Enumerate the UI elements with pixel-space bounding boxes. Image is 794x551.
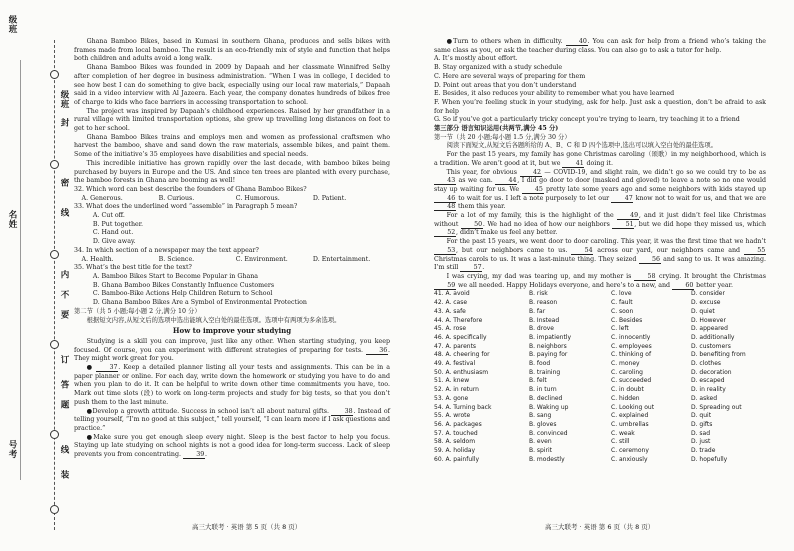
cloze-text: , and it just didn’t feel like Christmas without: [434, 212, 766, 228]
answer-option[interactable]: 42. A. case: [434, 299, 468, 307]
answer-option[interactable]: C. left: [611, 325, 629, 333]
field-label-name: 名姓: [7, 210, 17, 229]
option-b[interactable]: B. Stay organized with a study schedule: [434, 64, 563, 72]
answer-row: [434, 412, 766, 421]
punch-circle-icon: [50, 505, 59, 514]
answer-option[interactable]: B. declined: [529, 394, 563, 402]
blank-40[interactable]: 40: [566, 38, 588, 46]
punch-circle-icon: [50, 250, 59, 259]
binding-label: 订: [59, 355, 69, 365]
cloze-text: as we can.: [456, 177, 496, 185]
blank-56[interactable]: 56: [639, 256, 661, 264]
punch-circle-icon: [50, 430, 59, 439]
section-heading: 第二节（共 5 小题;每小题 2 分,满分 10 分）: [74, 307, 201, 315]
answer-option[interactable]: B. food: [529, 360, 551, 368]
blank-52[interactable]: 52: [434, 229, 456, 237]
answer-option[interactable]: C. ceremony: [611, 447, 649, 455]
answer-row: [434, 317, 766, 326]
answer-option[interactable]: C. umbrellas: [611, 420, 649, 428]
answer-option[interactable]: D. gifts: [691, 420, 713, 428]
answer-option[interactable]: C. Besides: [611, 316, 643, 324]
answer-option[interactable]: B. paying for: [529, 351, 568, 359]
punch-circle-icon: [50, 70, 59, 79]
answer-option[interactable]: 51. A. knew: [434, 377, 470, 385]
answer-option[interactable]: C. love: [611, 290, 632, 298]
cloze-paragraph: [434, 273, 766, 290]
answer-option[interactable]: D. benefiting from: [691, 351, 746, 359]
blank-54[interactable]: 54: [571, 247, 593, 255]
answer-option[interactable]: C. employees: [611, 342, 652, 350]
cloze-text: better year.: [694, 281, 733, 289]
answer-row: [434, 369, 766, 378]
answer-option[interactable]: C. caroling: [611, 368, 643, 376]
cloze-paragraph: [434, 169, 766, 213]
punch-circle-icon: [50, 340, 59, 349]
option-b[interactable]: B. Curious.: [158, 194, 195, 202]
blank-41[interactable]: 41: [562, 160, 584, 168]
option-d[interactable]: D. Patient.: [312, 194, 347, 202]
answer-row: [434, 395, 766, 404]
option-b[interactable]: B. Ghana Bamboo Bikes Constantly Influence Customers: [92, 281, 275, 289]
option-g[interactable]: G. So if you’ve got a particularly tricky concept you’re trying to learn, try teaching it to a friend: [434, 116, 740, 124]
option-c[interactable]: C. Humorous.: [235, 194, 280, 202]
cloze-text: , but our neighbors came to us.: [456, 246, 572, 254]
answer-row: [434, 360, 766, 369]
answer-option[interactable]: D. hopefully: [691, 455, 728, 463]
answer-option[interactable]: 58. A. seldom: [434, 438, 476, 446]
binding-label: 线: [59, 445, 69, 455]
binding-label: 内: [59, 270, 69, 280]
passage-paragraph: ● 37. Keep a detailed planner listing all your tests and assignments. This can be in a paper planner or online. For each day, write down the homework or studying you have to do and when you plan to do it. It can be helpful to write down other time commitments you have, too. Mark out time slots (段) to work on long-term projects and study for big tests, so that you don’t push them to the last minute.: [74, 364, 390, 406]
option-a[interactable]: A. Cut off.: [92, 212, 125, 220]
option-c[interactable]: C. Here are several ways of preparing for them: [434, 72, 586, 80]
answer-option[interactable]: B. modestly: [529, 455, 565, 463]
answer-option[interactable]: B. even: [529, 438, 552, 446]
answer-option[interactable]: D. customers: [691, 342, 731, 350]
option-a[interactable]: A. It’s mostly about effort.: [434, 55, 518, 63]
cloze-text: to wait for us. I left a note purposely to let our: [456, 194, 612, 202]
blank-36[interactable]: 36: [366, 347, 388, 355]
answer-option[interactable]: 52. A. in return: [434, 386, 479, 394]
option-a[interactable]: A. Health.: [81, 255, 114, 263]
answer-option[interactable]: D. decoration: [691, 368, 732, 376]
option-a[interactable]: A. Generous.: [81, 194, 123, 202]
answer-row: [434, 308, 766, 317]
answer-option[interactable]: B. gloves: [529, 420, 557, 428]
answer-option[interactable]: B. far: [529, 307, 546, 315]
option-b[interactable]: B. Science.: [158, 255, 195, 263]
answer-option[interactable]: B. felt: [529, 377, 547, 385]
answer-row: [434, 325, 766, 334]
blank-49[interactable]: 49: [617, 212, 639, 220]
passage-paragraph: Ghana Bamboo Bikes was founded in 2009 by Dapaah and her classmate Winnifred Selby after completion of her degree in business administration. “When I was in college, I decided to see how best I can do something to give back, especially using our local raw materials,” Dapaah said in a video interview with Al Jazeera. Each year, the company donates hundreds of bikes free of charge to kids who face barriers in accessing transportation to school.: [74, 64, 390, 106]
passage-paragraph: This incredible initiative has grown rapidly over the last decade, with bamboo bikes being purchased by buyers in Europe and the US. And since ten trees are planted with every purchase, the bamboo forests in Ghana are booming as well!: [74, 159, 390, 185]
answer-row: [434, 421, 766, 430]
passage-paragraph: Studying is a skill you can improve, just like any other. When starting studying, you keep focused. Of course, you can experiment with different strategies of preparing for tests. 36. They might work great for you.: [74, 337, 390, 363]
answer-option[interactable]: 53. A. gone: [434, 394, 469, 402]
cloze-text: For the past 15 years, we went door to door caroling. This year, it was the first time that we hadn’t: [446, 238, 766, 246]
passage-paragraph: The project was inspired by Dapaah’s childhood experiences. Raised by her grandfather in a rural village with limited transportation options, she grew up travelling long distances on foot to get to her school.: [74, 107, 390, 133]
cloze-text: For the past 15 years, my family has gone Christmas caroling（颂歌）in my neighborhood, which is a tradition. We aren’t good at it, but we: [434, 151, 766, 167]
binding-label: 答: [59, 380, 69, 390]
blank-59[interactable]: 59: [434, 282, 456, 290]
answer-row: [434, 343, 766, 352]
option-c[interactable]: C. Environment.: [235, 255, 288, 263]
answer-option[interactable]: D. in reality: [691, 386, 726, 394]
binding-label: 要: [59, 310, 69, 320]
answer-option[interactable]: 50. A. enthusiasm: [434, 368, 489, 376]
answer-option[interactable]: C. anxiously: [611, 455, 648, 463]
cloze-text: we all needed. Happy Holidays everyone, and here’s to a new, and: [456, 281, 673, 289]
cloze-text: doing it.: [584, 159, 613, 167]
answer-row: [434, 456, 766, 465]
cloze-text: — COVID-19, and slight rain, we didn’t go so we could try to be as: [541, 168, 767, 176]
option-a[interactable]: A. Bamboo Bikes Start to Become Popular in Ghana: [92, 272, 259, 280]
right-column: [434, 38, 766, 464]
margin-line: [20, 60, 21, 480]
cloze-text: . We had no idea of how our neighbors: [482, 220, 613, 228]
answer-option[interactable]: C. in doubt: [611, 386, 644, 394]
answer-option[interactable]: 57. A. touched: [434, 429, 478, 437]
answer-option[interactable]: 46. A. specifically: [434, 333, 487, 341]
cloze-text: , didn’t make us feel any better.: [456, 229, 558, 237]
cloze-text: crying. It brought the Christmas: [656, 272, 766, 280]
blank-60[interactable]: 60: [672, 282, 694, 290]
cloze-text: know not to wait for us, and that we are: [633, 194, 766, 202]
option-d[interactable]: D. Entertainment.: [312, 255, 371, 263]
option-b[interactable]: B. Put together.: [92, 220, 144, 228]
answer-row: [434, 377, 766, 386]
answer-option[interactable]: 44. A. Therefore: [434, 316, 483, 324]
answer-option[interactable]: C. innocently: [611, 333, 651, 341]
answer-option[interactable]: B. drove: [529, 325, 554, 333]
answer-option[interactable]: 48. A. cheering for: [434, 351, 490, 359]
option-d[interactable]: D. Give away.: [92, 238, 136, 246]
answer-row: [434, 386, 766, 395]
answer-row: [434, 438, 766, 447]
section-instructions: 阅读下面短文,从短文后各题所给的 A、B、C 和 D 四个选项中,选出可以填入空白处的最佳选项。: [446, 142, 717, 150]
cloze-text: and sang to us. It was amazing. I’m still: [434, 255, 766, 272]
answer-option[interactable]: B. sang: [529, 412, 552, 420]
answer-option[interactable]: D. trade: [691, 447, 716, 455]
binding-label: 密: [59, 178, 69, 188]
answer-option[interactable]: 45. A. rose: [434, 325, 467, 333]
field-label-class: 级班: [7, 15, 17, 34]
binding-label: 装: [59, 470, 69, 480]
cloze-paragraph: [434, 238, 766, 273]
answer-option[interactable]: C. Looking out: [611, 403, 655, 411]
blank-44[interactable]: 44: [495, 177, 517, 185]
answer-option[interactable]: 59. A. holiday: [434, 447, 476, 455]
cloze-text: For a lot of my family, this is the highlight of the: [446, 212, 617, 220]
answer-option[interactable]: B. in turn: [529, 386, 557, 394]
answer-option[interactable]: D. asked: [691, 394, 717, 402]
answer-option[interactable]: 49. A. festival: [434, 360, 476, 368]
passage-paragraph: ●Turn to others when in difficulty. 40. You can ask for help from a friend who’s taking the same class as you, or ask the teacher during class. You can also go to ask a tutor for help.: [434, 38, 766, 54]
blank-58[interactable]: 58: [634, 273, 656, 281]
field-label-exam-number: 号考: [7, 440, 17, 459]
cloze-text: pretty late some years ago and some neighbors with kids stayed up: [543, 185, 766, 193]
answer-option[interactable]: C. succeeded: [611, 377, 652, 385]
passage-paragraph: ●Make sure you get enough sleep every night. Sleep is the best factor to help you focus. Staying up late studying on school nights is not a good idea for long-term success. Lack of sleep prevents you from concentrating. 39.: [74, 433, 390, 459]
answer-row: [434, 447, 766, 456]
blank-48[interactable]: 48: [434, 203, 456, 211]
answer-option[interactable]: B. training: [529, 368, 561, 376]
answer-option[interactable]: C. fault: [611, 299, 633, 307]
option-e[interactable]: E. Besides, it also reduces your ability to remember what you have learned: [434, 90, 675, 98]
answer-row: [434, 404, 766, 413]
answer-option[interactable]: C. soon: [611, 307, 634, 315]
option-d[interactable]: D. Ghana Bamboo Bikes Are a Symbol of Environmental Protection: [92, 299, 307, 307]
answer-option[interactable]: D. Spreading out: [691, 403, 742, 411]
answer-option[interactable]: D. escaped: [691, 377, 725, 385]
binding-label: 题: [59, 400, 69, 410]
cloze-text: Christmas carols to us. It was a last-minute thing. They seized: [434, 255, 639, 263]
option-d[interactable]: D. Point out areas that you don’t understand: [434, 81, 577, 89]
punch-circle-icon: [50, 160, 59, 169]
cloze-passage: [434, 151, 766, 290]
answer-option[interactable]: B. Waking up: [529, 403, 569, 411]
section-heading: 第一节（共 20 小题;每小题 1.5 分,满分 30 分）: [434, 133, 571, 141]
answer-row: [434, 351, 766, 360]
answer-option[interactable]: 47. A. parents: [434, 342, 477, 350]
left-column: [74, 38, 390, 460]
binding-margin: [0, 0, 70, 551]
page-footer: 高三大联考 · 英语 第 5 页（共 8 页）: [192, 523, 302, 531]
answer-option[interactable]: D. just: [691, 438, 711, 446]
answer-row: [434, 430, 766, 439]
blank-38[interactable]: 38: [331, 408, 353, 416]
part-heading: 第三部分 语言知识运用(共两节,满分 45 分): [434, 125, 559, 133]
blank-42[interactable]: 42: [520, 169, 542, 177]
answer-option[interactable]: D. consider: [691, 290, 725, 298]
blank-51[interactable]: 51: [612, 221, 634, 229]
page-footer: 高三大联考 · 英语 第 6 页（共 8 页）: [545, 523, 655, 531]
passage-title: How to improve your studying: [172, 326, 292, 336]
answer-option[interactable]: C. hidden: [611, 394, 640, 402]
passage-paragraph: ●Develop a growth attitude. Success in school isn’t all about natural gifts. 38. Instead of telling yourself, “I’m no good at this subject,” tell yourself, “I can learn more if I ask questions and practice.”: [74, 407, 390, 432]
cloze-text: .: [482, 264, 485, 272]
answer-row: [434, 334, 766, 343]
question-stem: 34. In which section of a newspaper may the text appear?: [74, 246, 259, 254]
question-stem: 35. What’s the best title for the text?: [74, 264, 192, 272]
binding-dashed-line: [54, 40, 55, 530]
answer-option[interactable]: 60. A. painfully: [434, 455, 480, 463]
blank-46[interactable]: 46: [434, 195, 456, 203]
answer-option[interactable]: 54. A. Turning back: [434, 403, 492, 411]
answer-option[interactable]: C. weak: [611, 429, 635, 437]
answer-option[interactable]: C. money: [611, 360, 640, 368]
question-stem: 32. Which word can best describe the founders of Ghana Bamboo Bikes?: [74, 185, 307, 193]
answer-option[interactable]: D. sad: [691, 429, 711, 437]
section-instructions: 根据短文内容,从短文后的选项中选出能填入空白处的最佳选项。选项中有两项为多余选项。: [86, 316, 341, 324]
answer-option[interactable]: D. However: [691, 316, 726, 324]
option-c[interactable]: C. Hand out.: [92, 229, 134, 237]
answer-option[interactable]: B. Instead: [529, 316, 560, 324]
answer-options: [434, 290, 766, 464]
answer-option[interactable]: C. explained: [611, 412, 649, 420]
answer-option[interactable]: B. risk: [529, 290, 548, 298]
option-row: [74, 256, 390, 265]
answer-option[interactable]: D. quiet: [691, 307, 715, 315]
blank-43[interactable]: 43: [434, 177, 456, 185]
blank-39[interactable]: 39: [183, 451, 205, 459]
question-stem: 33. What does the underlined word “assemble” in Paragraph 5 mean?: [74, 203, 298, 211]
answer-option[interactable]: 56. A. packages: [434, 420, 482, 428]
option-f[interactable]: F. When you’re feeling stuck in your studying, ask for help. Just ask a question, don’t be afraid to ask for help: [434, 98, 766, 115]
answer-row: [434, 299, 766, 308]
answer-option[interactable]: B. spirit: [529, 447, 553, 455]
answer-option[interactable]: D. appeared: [691, 325, 728, 333]
answer-option[interactable]: D. additionally: [691, 333, 735, 341]
answer-row: [434, 290, 766, 299]
option-c[interactable]: C. Bamboo-Bike Actions Help Children Return to School: [92, 290, 273, 298]
cloze-text: them this year.: [456, 203, 506, 211]
answer-option[interactable]: B. impatiently: [529, 333, 572, 341]
cloze-paragraph: [434, 151, 766, 168]
answer-option[interactable]: D. clothes: [691, 360, 722, 368]
blank-47[interactable]: 47: [611, 195, 633, 203]
answer-option[interactable]: C. still: [611, 438, 630, 446]
blank-50[interactable]: 50: [461, 221, 483, 229]
answer-option[interactable]: 41. A. avoid: [434, 290, 470, 298]
cloze-text: This year, for obvious: [446, 168, 520, 176]
blank-53[interactable]: 53: [434, 247, 456, 255]
binding-label: 不: [59, 290, 69, 300]
cloze-text: , but we did hope they missed us, which: [634, 220, 766, 228]
passage-paragraph: Ghana Bamboo Bikes trains and employs men and women as professional craftsmen who harvest the bamboo, shave and sand down the raw materials, assemble bikes, and paint them. Some of the initiative’s 35 employees have disabilities and special needs.: [74, 133, 390, 159]
cloze-text: , I did go door to door (masked and gloved) to leave a note so no one would stay up waiting for us. We: [434, 177, 766, 193]
blank-57[interactable]: 57: [460, 264, 482, 272]
answer-option[interactable]: B. reason: [529, 299, 558, 307]
answer-option[interactable]: B. neighbors: [529, 342, 567, 350]
binding-label: 封: [59, 118, 69, 128]
answer-option[interactable]: D. quit: [691, 412, 712, 420]
answer-option[interactable]: 43. A. safe: [434, 307, 466, 315]
answer-option[interactable]: C. thinking of: [611, 351, 652, 359]
answer-option[interactable]: B. convinced: [529, 429, 568, 437]
answer-option[interactable]: D. excuse: [691, 299, 721, 307]
passage-paragraph: Ghana Bamboo Bikes, based in Kumasi in southern Ghana, produces and sells bikes with frames made from local bamboo. The result is an eco-friendly mix of style and function that helps both children and adults avoid a long walk.: [74, 38, 390, 63]
binding-label: 线: [59, 208, 69, 218]
cloze-text: across our yard, our neighbors came and: [593, 246, 744, 254]
option-row: [74, 195, 390, 204]
answer-option[interactable]: 55. A. wrote: [434, 412, 471, 420]
blank-55[interactable]: 55: [744, 247, 766, 255]
binding-label: 级班: [59, 90, 69, 109]
blank-45[interactable]: 45: [522, 186, 544, 194]
blank-37[interactable]: 37: [96, 364, 118, 372]
cloze-text: I was crying, my dad was tearing up, and my mother is: [446, 272, 635, 280]
cloze-paragraph: [434, 212, 766, 238]
